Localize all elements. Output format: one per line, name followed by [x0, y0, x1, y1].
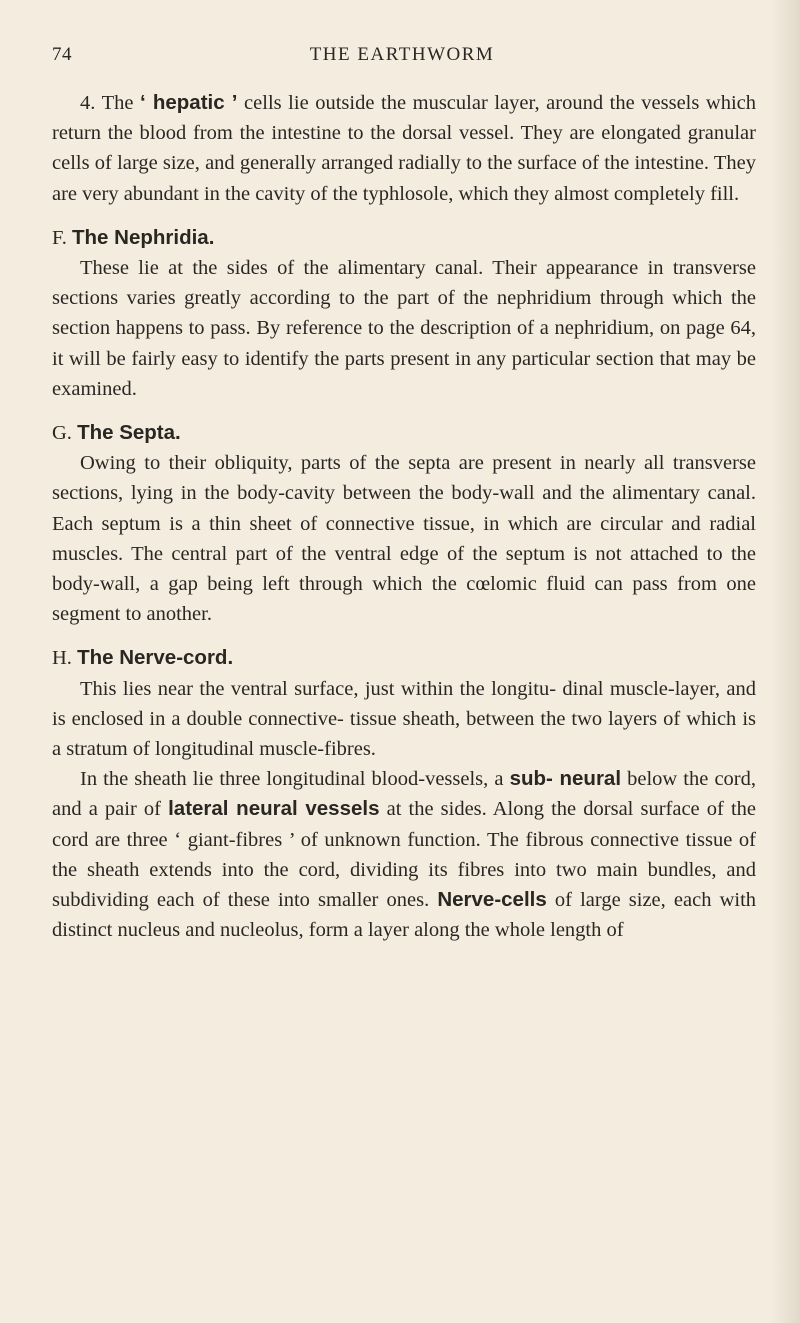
section-h-letter: H.: [52, 647, 72, 670]
page-edge-shadow: [772, 0, 800, 1323]
hepatic-term: ‘ hepatic ’: [140, 91, 238, 114]
running-title: THE EARTHWORM: [309, 44, 495, 65]
section-g-heading: [52, 418, 756, 448]
section-h-paragraph-2: [52, 764, 756, 945]
item-4-text: cells lie outside the muscular layer, around the vessels which return the blood from the intestine to the dorsal vessel. They are elongated granular cells of large size, and generally arranged radially to the surface of the intestine. They are very abundant in the cavity of the typhlosole, which they almost completely fill.: [52, 92, 757, 205]
subneural-term: sub- neural: [509, 767, 622, 791]
page-header: [52, 44, 752, 74]
section-g-title: The Septa.: [77, 421, 181, 445]
section-g-paragraph: Owing to their obliquity, parts of the septa are present in nearly all transverse sections, lying in the body-cavity between the body-wall and the alimentary canal. Each septum is a thin sheet of connective tissue, in which are circular and radial muscles. The central part of the ventral edge of the septum is not attached to the body-wall, a gap being left through which the cœlomic fluid can pass from one segment to another.: [52, 452, 756, 626]
page-number: 74: [52, 44, 72, 65]
section-f-letter: F.: [52, 226, 67, 249]
p2-part-d: at the sides. Along the dorsal surface of the cord are three ‘ giant-fibres ’ of unknown function. The fibrous connective tissue of the sheath extends into the cord, dividing its fibres into two main bundles, and subdividing each of these into smaller ones.: [52, 798, 756, 912]
item-4-paragraph: [52, 88, 756, 209]
p2-part-a: In the sheath lie three longitudinal blood-vessels, a: [80, 768, 504, 791]
body-text: [52, 88, 756, 945]
item-4-lead: 4. The: [80, 92, 134, 114]
nerve-cells-term: Nerve-cells: [437, 888, 547, 912]
p2-part-e: of large size, each with distinct nucleus and nucleolus, form a layer along the whole length of: [52, 889, 757, 942]
lateral-neural-term: lateral neural vessels: [168, 797, 380, 821]
section-f-paragraph: These lie at the sides of the alimentary canal. Their appearance in transverse sections varies greatly according to the part of the nephridium through which the section happens to pass. By reference to the description of a nephridium, on page 64, it will be fairly easy to identify the parts present in any particular section that may be examined.: [52, 257, 756, 400]
section-h-heading: [52, 643, 756, 673]
p2-part-c: below the cord, and a pair of: [52, 768, 756, 821]
section-g-letter: G.: [52, 422, 72, 445]
section-h-paragraph-1: This lies near the ventral surface, just within the longitu- dinal muscle-layer, and is enclosed in a double connective- tissue sheath, between the two layers of which is a stratum of longitudinal muscle-fibres.: [52, 677, 756, 761]
section-f-title: The Nephridia.: [72, 225, 215, 249]
section-h-title: The Nerve-cord.: [77, 646, 234, 670]
section-f-heading: [52, 223, 756, 253]
